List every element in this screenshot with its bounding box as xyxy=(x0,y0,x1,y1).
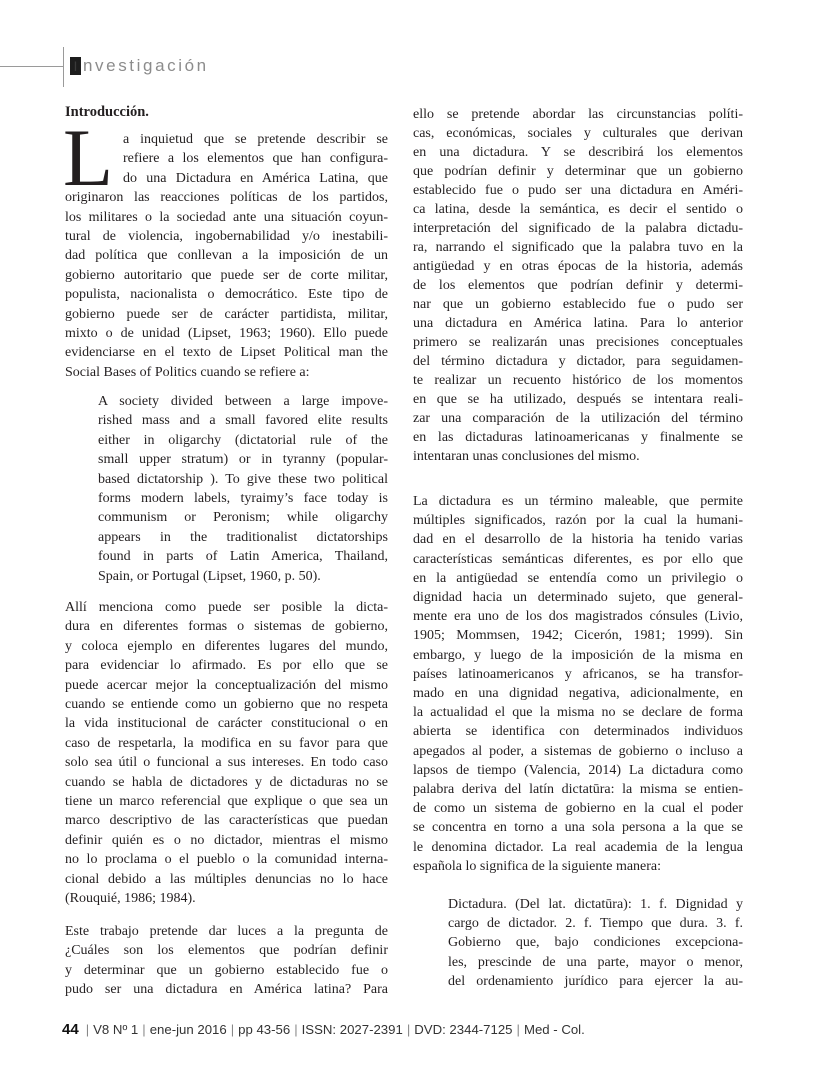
text-line: embargo, y luego de la imposición de la misma en xyxy=(413,647,743,663)
text-line: Dictadura. (Del lat. dictatūra): 1. f. Dignidad y xyxy=(448,897,743,912)
text-line: lapsos de tiempo (Valencia, 2014) La dictadura como xyxy=(413,762,743,778)
text-line: found in parts of Latin America, Thailand, xyxy=(98,549,388,565)
text-line: dad en el desarrollo de la historia ha tenido varias xyxy=(413,532,743,548)
text-line: países latinoamericanos y africanos, se ha transfor- xyxy=(413,666,743,682)
text-line: Spain, or Portugal (Lipset, 1960, p. 50). xyxy=(98,568,321,584)
text-line: del término dictadura y dictador, para seguidamen- xyxy=(413,354,743,369)
lipset-quote xyxy=(98,392,388,586)
text-line: características semánticas diferentes, es por ello que xyxy=(413,551,743,567)
text-line: Este trabajo pretende dar luces a la pregunta de xyxy=(65,924,388,939)
rae-definition-quote xyxy=(448,895,743,991)
text-line: mente era uno de los dos magistrados cónsules (Livio, xyxy=(413,609,743,625)
text-line: populista, nacionalista o democrático. Este tipo de xyxy=(65,287,388,303)
intro-paragraph xyxy=(65,130,388,382)
text-line: en una dictadura. Y se describirá los elementos xyxy=(413,145,743,160)
text-line: y determinar que un gobierno establecido fue o xyxy=(65,962,388,978)
text-line: les, prescinde de una parte, mayor o menor, xyxy=(448,954,743,970)
text-line: cuando se habla de dictadores y de dictaduras no se xyxy=(65,774,388,790)
footer-separator: | xyxy=(294,1022,298,1037)
text-line: ca latina, desde la semántica, es decir el sentido o xyxy=(413,202,743,217)
paragraph-este-trabajo xyxy=(65,922,388,1000)
footer-item: Med - Col. xyxy=(523,1022,585,1037)
text-line: los militares o la sociedad ante una situación coyun- xyxy=(65,209,388,225)
text-line: mixto o de unidad (Lipset, 1963; 1960). Ello puede xyxy=(65,326,388,342)
header-rule-horizontal xyxy=(0,66,63,67)
text-line: zar una comparación de la utilización del término xyxy=(413,411,743,426)
text-line: le denomina dictador. La real academia de la lengua xyxy=(413,839,743,855)
text-line: marco descriptivo de las características que puedan xyxy=(65,813,388,829)
text-line: interpretación del significado de la palabra dictadu- xyxy=(413,221,743,236)
text-line: dad política que conllevan a la imposición de un xyxy=(65,248,388,264)
text-line: en las dictaduras latinoamericanas y finalmente se xyxy=(413,430,743,445)
text-line: una dictadura en América latina. Para lo anterior xyxy=(413,316,743,331)
text-line: rished mass and a small favored elite results xyxy=(98,413,388,429)
footer-separator: | xyxy=(516,1022,520,1037)
footer-item: pp 43-56 xyxy=(238,1022,291,1037)
text-line: tiene un marco referencial que explique o que sea un xyxy=(65,794,388,810)
page-footer xyxy=(62,1021,585,1038)
text-line: intentaran unas conclusiones del mismo. xyxy=(413,449,640,464)
text-line: abierta se identifica con determinados individuos xyxy=(413,724,743,740)
text-line: dignidad hacia un determinado sujeto, que general- xyxy=(413,590,743,606)
text-line: small upper stratum) or in tyranny (popular- xyxy=(98,452,388,468)
text-line: del ordenamiento jurídico para ejercer la au- xyxy=(448,973,743,989)
text-line: ¿Cuáles son los elementos que podrían definir xyxy=(65,943,388,959)
text-line: pudo ser una dictadura en América latina? Para xyxy=(65,982,388,998)
text-line: apegados al poder, a sistemas de gobierno o incluso a xyxy=(413,743,743,759)
text-line: antigüedad y en otras épocas de la historia, además xyxy=(413,259,743,274)
text-line: definir quién es o no dictador, mientras el mismo xyxy=(65,832,388,848)
text-line: forms modern labels, tyraimy’s face today is xyxy=(98,491,388,507)
text-line: primero se realizarán unas precisiones conceptuales xyxy=(413,335,743,350)
text-line: múltiples significados, razón por la cual la humani- xyxy=(413,513,743,529)
text-line: based dictatorship ). To give these two political xyxy=(98,471,388,487)
text-line: en que se ha utilizado, después se intentara reali- xyxy=(413,392,743,407)
text-line: either in oligarchy (dictatorial rule of the xyxy=(98,432,388,448)
text-line: cargo de dictador. 2. f. Tiempo que dura. 3. f. xyxy=(448,916,743,932)
text-line: (Rouquié, 1986; 1984). xyxy=(65,891,196,907)
text-line: cuando se entiende como un gobierno que no respeta xyxy=(65,697,388,713)
text-line: originaron las reacciones políticas de los partidos, xyxy=(65,190,388,206)
text-line: nar que un gobierno establecido fue o pudo ser xyxy=(413,297,743,312)
text-line: gobierno puede ser de carácter partidista, militar, xyxy=(65,306,388,322)
section-title xyxy=(70,55,209,77)
text-line: Social Bases of Politics cuando se refiere a: xyxy=(65,364,310,380)
text-line: 1905; Mommsen, 1942; Cicerón, 1981; 1999). Sin xyxy=(413,628,743,644)
page-number: 44 xyxy=(62,1021,79,1038)
text-line: palabra deriva del latín dictatūra: la misma se entien- xyxy=(413,782,743,798)
paragraph-circunstancias xyxy=(413,105,743,466)
footer-item: DVD: 2344-7125 xyxy=(414,1022,513,1037)
paragraph-alli-menciona xyxy=(65,598,388,909)
text-line: de como un sistema de gobierno en la cual el poder xyxy=(413,801,743,817)
text-line: para evidenciar lo afirmado. Es por ello que se xyxy=(65,658,388,674)
text-line: solo sea útil o funcional a sus intereses. En todo caso xyxy=(65,755,388,771)
text-line: dura en diferentes formas o sistemas de gobierno, xyxy=(65,619,388,635)
text-line: communism or Peronism; while oligarchy xyxy=(98,510,388,526)
text-line: La dictadura es un término maleable, que permite xyxy=(413,494,743,509)
header-rule-vertical xyxy=(63,47,64,87)
footer-separator: | xyxy=(406,1022,411,1037)
text-line: puede acercar mejor la conceptualización del mismo xyxy=(65,677,388,693)
text-line: ello se pretende abordar las circunstancias políti- xyxy=(413,107,743,122)
text-line: caso de respetarla, la modifica en su favor para que xyxy=(65,735,388,751)
text-line: refiere a los elementos que han configura- xyxy=(123,151,388,167)
footer-separator: | xyxy=(85,1022,90,1037)
text-line: mado en una dignidad negativa, adicionalmente, en xyxy=(413,686,743,702)
text-line: te realizar un recuento histórico de los momentos xyxy=(413,373,743,388)
text-line: española lo significa de la siguiente manera: xyxy=(413,858,662,874)
text-line: A society divided between a large impove- xyxy=(98,394,388,409)
text-line: appears in the traditionalist dictatorships xyxy=(98,529,388,545)
section-heading: Introducción. xyxy=(65,104,149,120)
text-line: que podrían definir y determinar que un gobierno xyxy=(413,164,743,179)
text-line: ra, narrando el significado que la palabra tuvo en la xyxy=(413,240,743,255)
text-line: tural de violencia, ingobernabilidad y/o inestabili- xyxy=(65,229,388,245)
text-line: la actualidad el que la misma no se declare de forma xyxy=(413,705,743,721)
footer-separator: | xyxy=(230,1022,235,1037)
text-line: gobierno autoritario que puede ser de corte militar, xyxy=(65,267,388,283)
text-line: de los elementos que podrían definir y determi- xyxy=(413,278,743,293)
text-line: cas, económicas, sociales y culturales que derivan xyxy=(413,126,743,141)
text-line: la vida institucional de carácter constitucional o en xyxy=(65,716,388,732)
section-initial-box: I xyxy=(70,57,81,75)
footer-item: V8 Nº 1 xyxy=(93,1022,139,1037)
footer-separator: | xyxy=(142,1022,146,1037)
footer-item: ISSN: 2027-2391 xyxy=(301,1022,403,1037)
section-title-text: nvestigación xyxy=(83,56,209,75)
text-line: no lo proclama o el pueblo o la comunidad interna- xyxy=(65,852,388,868)
text-line: Allí menciona como puede ser posible la dicta- xyxy=(65,600,388,615)
text-line: do una Dictadura en América Latina, que xyxy=(123,170,388,186)
drop-cap: L xyxy=(63,112,114,203)
text-line: en la antigüedad se entendía como un privilegio o xyxy=(413,570,743,586)
footer-item: ene-jun 2016 xyxy=(149,1022,227,1037)
paragraph-dictadura-maleable xyxy=(413,492,743,876)
text-line: establecido fue o pudo ser una dictadura en Améri- xyxy=(413,183,743,198)
text-line: y coloca ejemplo en diferentes lugares del mundo, xyxy=(65,638,388,654)
text-line: Gobierno que, bajo condiciones excepciona- xyxy=(448,935,743,951)
text-line: a inquietud que se pretende describir se xyxy=(123,132,388,147)
text-line: evidenciarse en el texto de Lipset Political man the xyxy=(65,345,388,361)
text-line: cional debido a las múltiples denuncias no lo hace xyxy=(65,871,388,887)
text-line: se concentra en torno a una sola persona a la que se xyxy=(413,820,743,836)
